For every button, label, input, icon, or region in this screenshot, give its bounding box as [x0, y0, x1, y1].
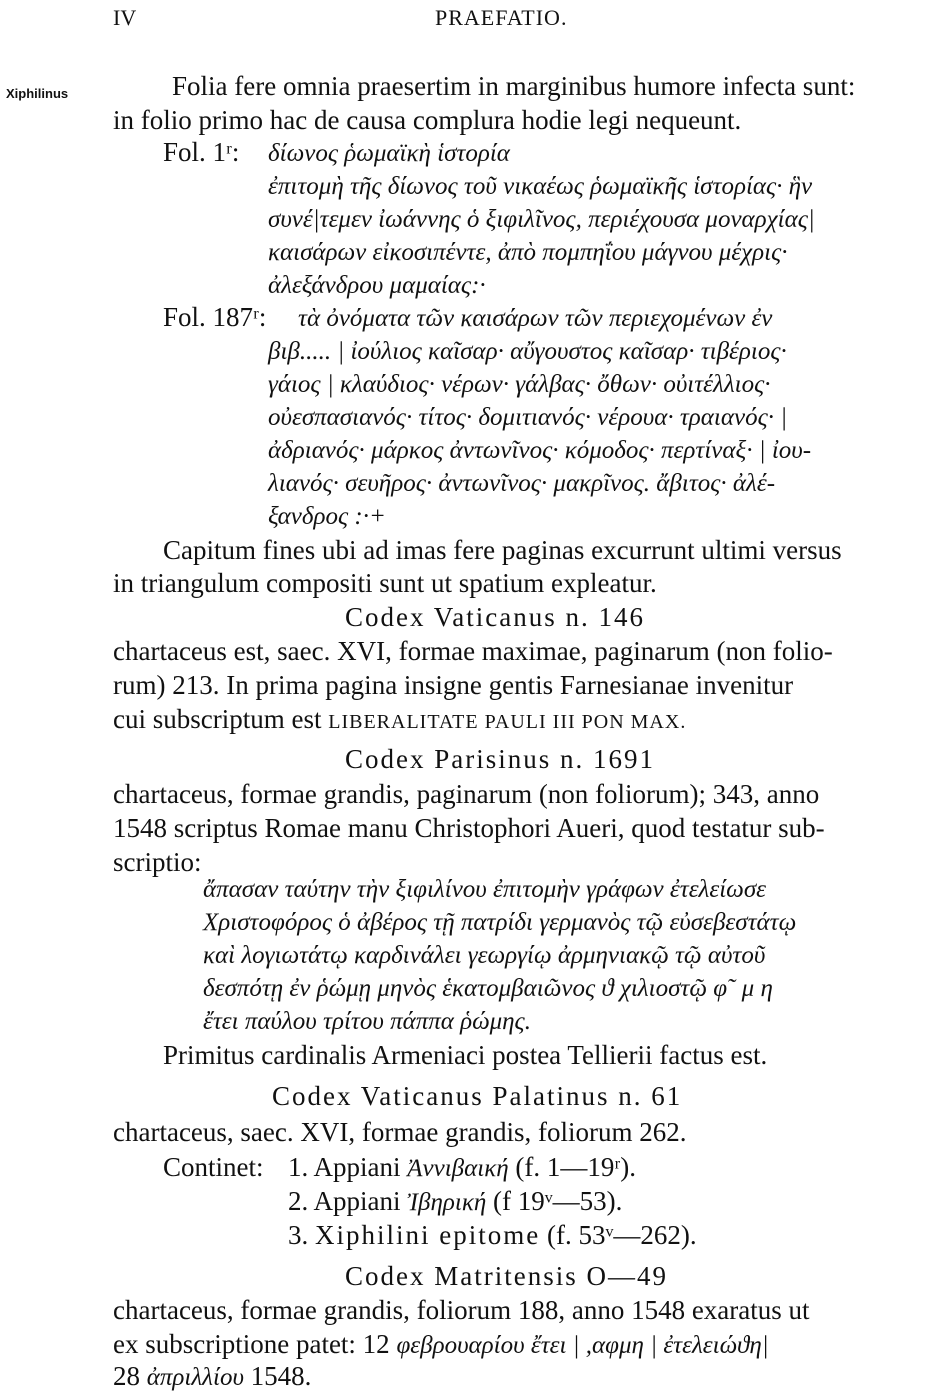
paragraph-line: chartaceus, formae grandis, paginarum (non foliorum); 343, anno [113, 779, 820, 809]
greek-line: συνέ|τεμεν ἰωάννης ὁ ξιφιλῖνος, περιέχουσα μοναρχίας| [268, 206, 815, 233]
paragraph-line: Primitus cardinalis Armeniaci postea Tellierii factus est. [163, 1040, 768, 1070]
contents-item [288, 1185, 622, 1219]
greek-line: ἔτει παύλου τρίτου πάππα ῥώμης. [203, 1008, 531, 1035]
greek-line: ξανδρος :·+ [268, 503, 386, 530]
codex-heading: Codex Vaticanus Palatinus n. 61 [272, 1081, 683, 1111]
paragraph-line: Capitum fines ubi ad imas fere paginas excurrunt ultimi versus [163, 535, 842, 565]
folio-label: Fol. 1ʳ: [163, 137, 240, 167]
codex-heading: Codex Matritensis O—49 [345, 1261, 668, 1291]
greek-line: δίωνος ῥωμαϊκὴ ἱστορία [268, 140, 510, 167]
greek-line: καὶ λογιωτάτῳ καρδινάλει γεωργίῳ ἀρμηνιακῷ τῷ αὐτοῦ [203, 942, 766, 969]
greek-line: γάιος | κλαύδιος· νέρων· γάλβας· ὄθων· οὐιτέλλιος· [268, 371, 771, 398]
item-ref: (f. 1—19ʳ). [515, 1152, 636, 1182]
item-ref: (f. 53ᵛ—262). [546, 1220, 697, 1250]
greek-line: ἄπασαν ταύτην τὴν ξιφιλίνου ἐπιτομὴν γράφων ἐτελείωσε [203, 876, 767, 903]
line-text: cui subscriptum est [113, 704, 329, 734]
greek-line: ἐπιτομὴ τῆς δίωνος τοῦ νικαέως ῥωμαϊκῆς ἱστορίας· ἣν [268, 173, 813, 200]
intro-line: Folia fere omnia praesertim in marginibus humore infecta sunt: [172, 71, 856, 101]
line-text: 28 [113, 1361, 147, 1391]
line-text: ex subscriptione patet: 12 [113, 1329, 397, 1359]
item-number: 2. [288, 1186, 309, 1216]
item-number: 3. [288, 1220, 309, 1250]
inscription-caps: LIBERALITATE PAULI III PON MAX. [328, 711, 687, 733]
intro-line: in folio primo hac de causa complura hodie legi nequeunt. [113, 105, 742, 135]
line-text: 1548. [243, 1361, 312, 1391]
greek-line: δεσπότῃ ἐν ῥώμῃ μηνὸς ἑκατομβαιῶνος ϑ χιλιοστῷ φ῀ μ η [203, 975, 773, 1002]
item-author: Xiphilini epitome [315, 1220, 541, 1250]
greek-line: Χριστοφόρος ὁ ἀβέρος τῇ πατρίδι γερμανὸς τῷ εὐσεβεστάτῳ [203, 909, 797, 936]
page-number: IV [113, 5, 137, 30]
contents-item [288, 1151, 636, 1185]
running-title: PRAEFATIO. [435, 5, 568, 30]
greek-line: βιβ..... | ἰούλιος καῖσαρ· αὔγουστος καῖσαρ· τιβέριος· [268, 338, 787, 365]
greek-line: οὐεσπασιανός· τίτος· δομιτιανός· νέρουα· τραιανός· | [268, 404, 788, 431]
paragraph-line [113, 1360, 311, 1394]
greek-line: τὰ ὀνόματα τῶν καισάρων τῶν περιεχομένων ἐν [298, 305, 773, 332]
codex-heading: Codex Vaticanus n. 146 [345, 602, 645, 632]
paragraph-line [113, 1328, 769, 1362]
greek-text: φεβρουαρίου ἔτει | ,αφμη | ἐτελειώϑη| [396, 1332, 769, 1359]
paragraph-line: chartaceus, formae grandis, foliorum 188, anno 1548 exaratus ut [113, 1295, 810, 1325]
paragraph-line: 1548 scriptus Romae manu Christophori Aueri, quod testatur sub- [113, 813, 825, 843]
item-author: Appiani [313, 1186, 401, 1216]
paragraph-line: rum) 213. In prima pagina insigne gentis Farnesianae invenitur [113, 670, 794, 700]
paragraph-line: scriptio: [113, 847, 202, 877]
item-title: Ἀννιβαική [407, 1155, 509, 1182]
paragraph-line: in triangulum compositi sunt ut spatium expleatur. [113, 568, 657, 598]
paragraph-line: chartaceus est, saec. XVI, formae maximae, paginarum (non folio- [113, 636, 833, 666]
greek-line: λιανός· σευῆρος· ἀντωνῖνος· μακρῖνος. ἄβιτος· ἀλέ- [268, 470, 776, 497]
greek-line: ἀδριανός· μάρκος ἀντωνῖνος· κόμοδος· περτίναξ· | ἰου- [268, 437, 812, 464]
codex-heading: Codex Parisinus n. 1691 [345, 744, 656, 774]
folio-label: Fol. 187ʳ: [163, 302, 267, 332]
item-title: Ἰβηρική [407, 1189, 487, 1216]
item-ref: (f 19ᵛ—53). [492, 1186, 623, 1216]
paragraph-line: chartaceus, saec. XVI, formae grandis, foliorum 262. [113, 1117, 687, 1147]
item-author: Appiani [313, 1152, 401, 1182]
greek-line: ἀλεξάνδρου μαμαίας:· [268, 272, 486, 299]
greek-text: ἀπριλλίου [146, 1364, 244, 1391]
greek-line: καισάρων εἰκοσιπέντε, ἀπὸ πομπηΐου μάγνου μέχρις· [268, 239, 788, 266]
paragraph-line [113, 703, 686, 738]
contents-label: Continet: [163, 1152, 264, 1182]
contents-item [288, 1219, 697, 1251]
item-number: 1. [288, 1152, 309, 1182]
margin-note: Xiphilinus [6, 86, 69, 101]
